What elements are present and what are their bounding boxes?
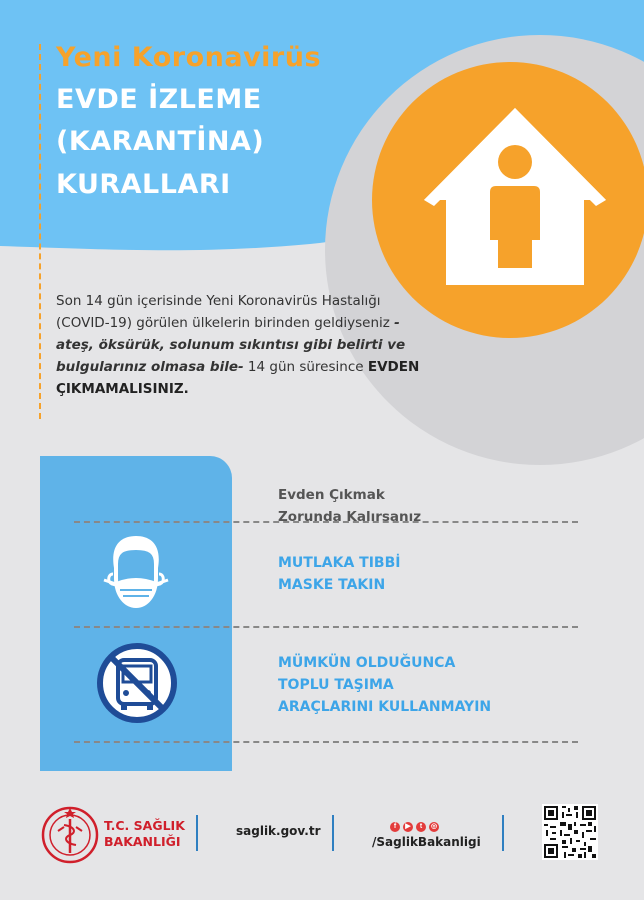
rule-mask [278, 552, 400, 596]
twitter-icon[interactable]: t [416, 822, 426, 832]
section-heading [278, 484, 421, 528]
intro-text-3: 14 gün süresince [243, 359, 368, 375]
footer-divider-2 [332, 815, 334, 851]
intro-warning: EVDEN ÇIKMAMALISINIZ. [56, 359, 420, 397]
title-quarantine: (KARANTİNA) [56, 126, 265, 157]
divider-3 [74, 741, 578, 743]
title-rules: KURALLARI [56, 169, 231, 200]
no-bus-icon [96, 642, 178, 724]
rule-transport-line-3: ARAÇLARINI KULLANMAYIN [278, 699, 492, 715]
title-home-monitoring: EVDE İZLEME [56, 84, 262, 115]
title-virus-name: Yeni Koronavirüs [56, 42, 322, 73]
face-mask-icon [100, 534, 172, 614]
section-heading-line-1: Evden Çıkmak [278, 487, 385, 503]
youtube-icon[interactable]: ▶ [403, 822, 413, 832]
intro-text-1: Son 14 gün içerisinde Yeni Koronavirüs Hastalığı (COVID-19) görülen ülkelerin birinden geldiyseniz [56, 293, 395, 331]
footer-divider-1 [196, 815, 198, 851]
rule-transport-line-1: MÜMKÜN OLDUĞUNCA [278, 655, 456, 671]
instagram-icon[interactable]: ◎ [430, 823, 438, 830]
ministry-name-line-1: T.C. SAĞLIK [104, 818, 185, 833]
facebook-icon[interactable]: f [390, 822, 400, 832]
title-accent-line [39, 44, 41, 419]
rule-transport-line-2: TOPLU TAŞIMA [278, 677, 394, 693]
qr-code[interactable] [542, 804, 598, 860]
intro-symptoms-note: -ateş, öksürük, solunum sıkıntısı gibi belirti ve bulgularınız olmasa bile- [56, 315, 406, 375]
section-heading-line-2: Zorunda Kalırsanız [278, 509, 422, 525]
divider-2 [74, 626, 578, 628]
rule-mask-line-1: MUTLAKA TIBBİ [278, 555, 401, 571]
ministry-name [104, 818, 185, 850]
rule-mask-line-2: MASKE TAKIN [278, 577, 386, 593]
social-handle[interactable]: /SaglikBakanligi [372, 835, 481, 849]
footer-divider-3 [502, 815, 504, 851]
rule-transport [278, 652, 491, 718]
ministry-name-line-2: BAKANLIĞI [104, 834, 181, 849]
ministry-logo [40, 805, 100, 865]
house-person-icon [420, 100, 610, 290]
intro-paragraph [56, 290, 426, 400]
website-link[interactable]: saglik.gov.tr [236, 824, 321, 838]
